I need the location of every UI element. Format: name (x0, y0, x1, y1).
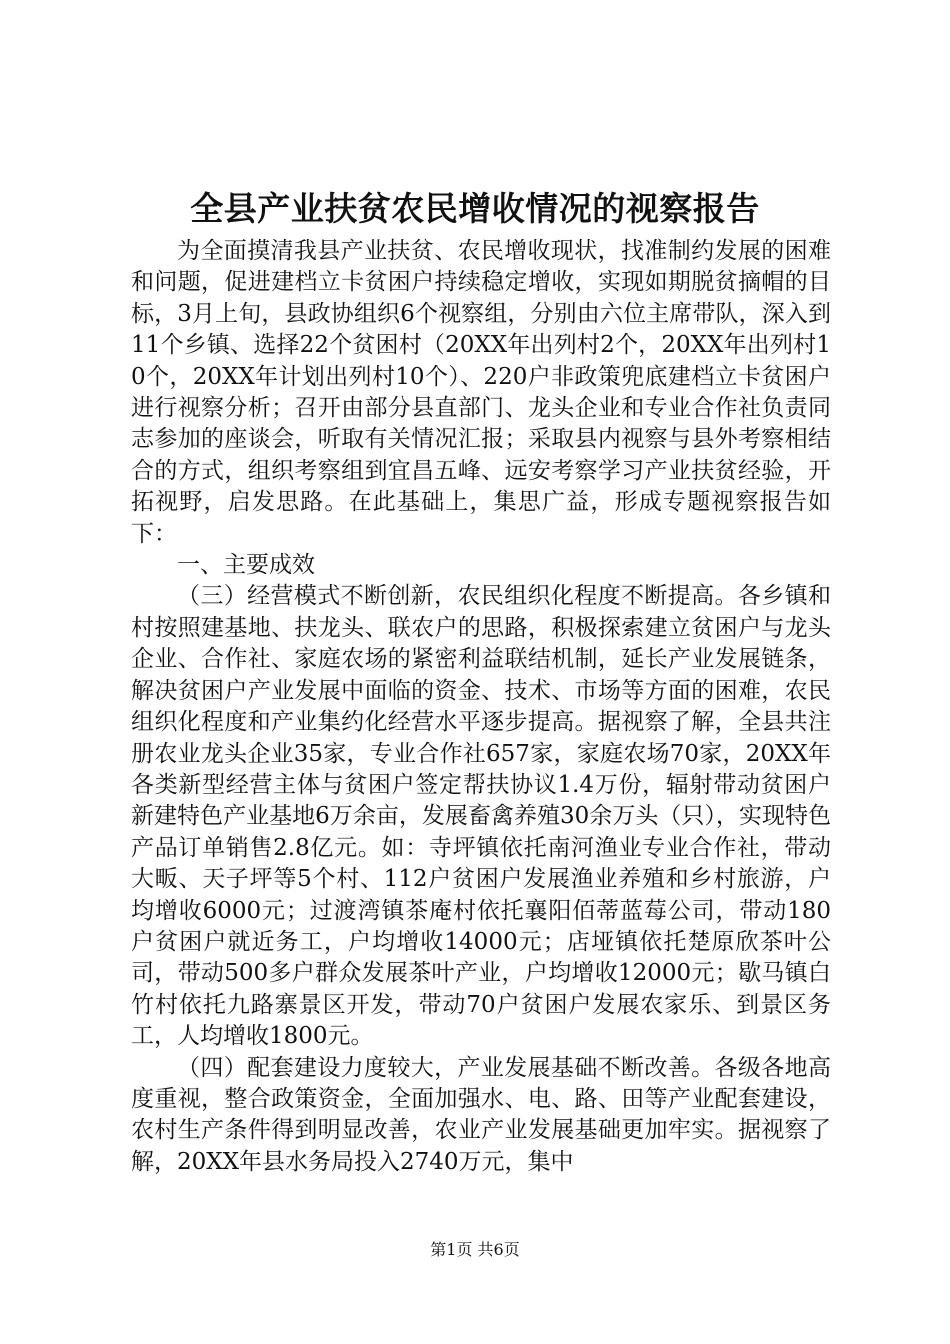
section-heading-achievements: 一、主要成效 (177, 552, 315, 579)
point-three-paragraph: （三）经营模式不断创新，农民组织化程度不断提高。各乡镇和村按照建基地、扶龙头、联农户的思路，积极探索建立贫困户与龙头企业、合作社、家庭农场的紧密利益联结机制，延长产业发展链条，解决贫困户产业发展中面临的资金、技术、市场等方面的困难，农民组织化程度和产业集约化经营水平逐步提高。据视察了解，全县共注册农业龙头企业35家，专业合作社657家，家庭农场70家，20XX年各类新型经营主体与贫困户签定帮扶协议1.4万份，辐射带动贫困户新建特色产业基地6万余亩，发展畜禽养殖30余万头（只），实现特色产品订单销售2.8亿元。如：寺坪镇依托南河渔业专业合作社，带动大畈、天子坪等5个村、112户贫困户发展渔业养殖和乡村旅游，户均增收6000元；过渡湾镇茶庵村依托襄阳佰蒂蓝莓公司，带动180户贫困户就近务工，户均增收14000元；店垭镇依托楚原欣茶叶公司，带动500多户群众发展茶叶产业，户均增收12000元；歇马镇白竹村依托九路寨景区开发，带动70户贫困户发展农家乐、到景区务工，人均增收1800元。 (131, 583, 831, 1050)
point-four-paragraph: （四）配套建设力度较大，产业发展基础不断改善。各级各地高度重视，整合政策资金，全面加强水、电、路、田等产业配套建设，农村生产条件得到明显改善，农业产业发展基础更加牢实。据视察了解，20XX年县水务局投入2740万元，集中 (131, 1054, 831, 1175)
document-body (131, 236, 831, 1178)
intro-paragraph: 为全面摸清我县产业扶贫、农民增收现状，找准制约发展的困难和问题，促进建档立卡贫困户持续稳定增收，实现如期脱贫摘帽的目标，3月上旬，县政协组织6个视察组，分别由六位主席带队，深入到11个乡镇、选择22个贫困村（20XX年出列村2个，20XX年出列村10个，20XX年计划出列村10个）、220户非政策兜底建档立卡贫困户进行视察分析；召开由部分县直部门、龙头企业和专业合作社负责同志参加的座谈会，听取有关情况汇报；采取县内视察与县外考察相结合的方式，组织考察组到宜昌五峰、远安考察学习产业扶贫经验，开拓视野，启发思路。在此基础上，集思广益，形成专题视察报告如下： (131, 238, 831, 547)
page-footer: 第1页 共6页 (430, 1240, 520, 1259)
document-title: 全县产业扶贫农民增收情况的视察报告 (190, 189, 760, 228)
